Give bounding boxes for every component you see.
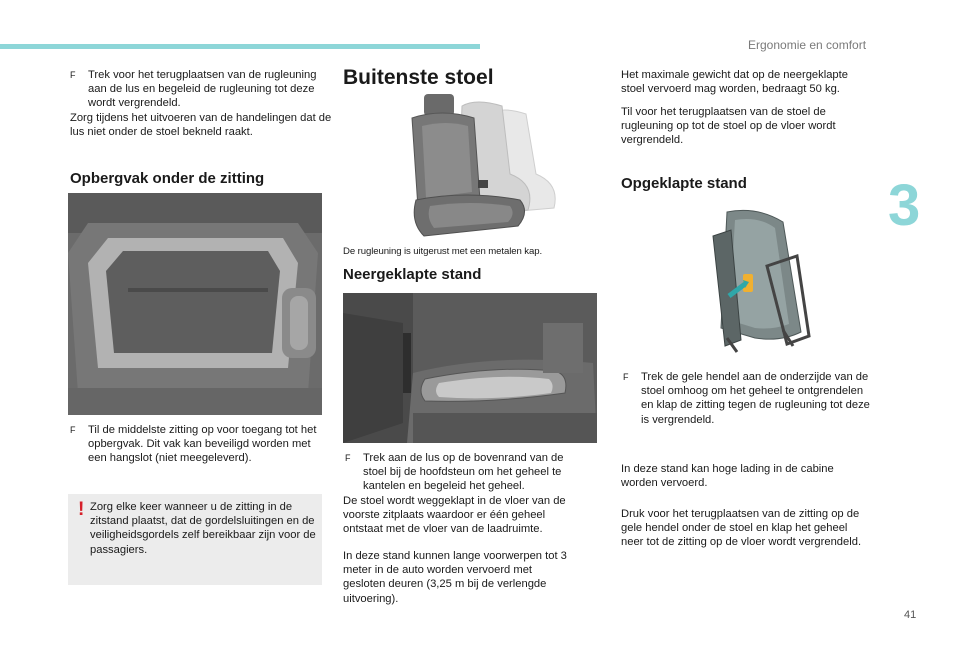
warning-text: Zorg elke keer wanneer u de zitting in de zitstand plaatst, dat de gordelsluitingen en de veiligheidsgordels zelf bereikbaar zijn voor de passagiers. (90, 501, 316, 556)
raised-seat-photo (683, 206, 815, 356)
bullet-text: Trek de gele hendel aan de onderzijde van de stoel omhoog om het geheel te ontgrendelen en klap de zitting tegen de rugleuning tot deze is vergrendeld. (641, 371, 870, 426)
paragraph: De stoel wordt weggeklapt in de vloer van de voorste zitplaats waardoor er één geheel ontstaat met de vloer van de laadruimte. (343, 495, 566, 536)
bullet-text: Til de middelste zitting op voor toegang tot het opbergvak. Dit vak kan beveiligd worden met een hangslot (niet meegeleverd). (88, 424, 317, 465)
photo-caption: De rugleuning is uitgerust met een metalen kap. (343, 246, 543, 257)
bullet-mark: F (70, 70, 76, 80)
section-heading: Opgeklapte stand (621, 175, 747, 192)
header-accent-bar (0, 44, 480, 49)
bullet-item (345, 451, 585, 494)
storage-compartment-photo (68, 193, 322, 415)
paragraph: Zorg tijdens het uitvoeren van de handelingen dat de lus niet onder de stoel bekneld raakt. (70, 112, 332, 139)
paragraph: In deze stand kunnen lange voorwerpen tot 3 meter in de auto worden vervoerd met gesloten deuren (3,25 m bij de verlengde uitvoering). (343, 550, 567, 605)
bullet-mark: F (345, 453, 351, 463)
bullet-text: Trek aan de lus op de bovenrand van de stoel bij de hoofdsteun om het geheel te kantelen en begeleid het geheel. (363, 452, 564, 493)
bullet-item (70, 423, 328, 466)
paragraph: Druk voor het terugplaatsen van de zitting op de gele hendel onder de stoel en klap het geheel neer tot de zitting op de vloer wordt vergrendeld. (621, 508, 862, 549)
bullet-mark: F (623, 372, 629, 382)
section-heading: Opbergvak onder de zitting (70, 170, 265, 187)
page-title: Buitenste stoel (343, 66, 494, 89)
bullet-item (70, 68, 330, 111)
bullet-item (623, 370, 873, 427)
page-number: 41 (904, 609, 917, 621)
outer-seat-photo (400, 92, 556, 240)
section-heading: Neergeklapte stand (343, 266, 482, 283)
bullet-mark: F (70, 425, 76, 435)
chapter-number: 3 (888, 173, 921, 238)
folded-seat-photo (343, 293, 597, 443)
section-title: Ergonomie en comfort (748, 38, 867, 52)
paragraph: Til voor het terugplaatsen van de stoel de rugleuning op tot de stoel op de vloer wordt vergrendeld. (621, 106, 836, 147)
paragraph: In deze stand kan hoge lading in de cabine worden vervoerd. (621, 463, 834, 490)
warning-icon: ! (78, 499, 85, 520)
bullet-text: Trek voor het terugplaatsen van de rugleuning aan de lus en begeleid de rugleuning tot deze wordt vergrendeld. (88, 69, 317, 110)
paragraph: Het maximale gewicht dat op de neergeklapte stoel vervoerd mag worden, bedraagt 50 kg. (621, 69, 848, 96)
